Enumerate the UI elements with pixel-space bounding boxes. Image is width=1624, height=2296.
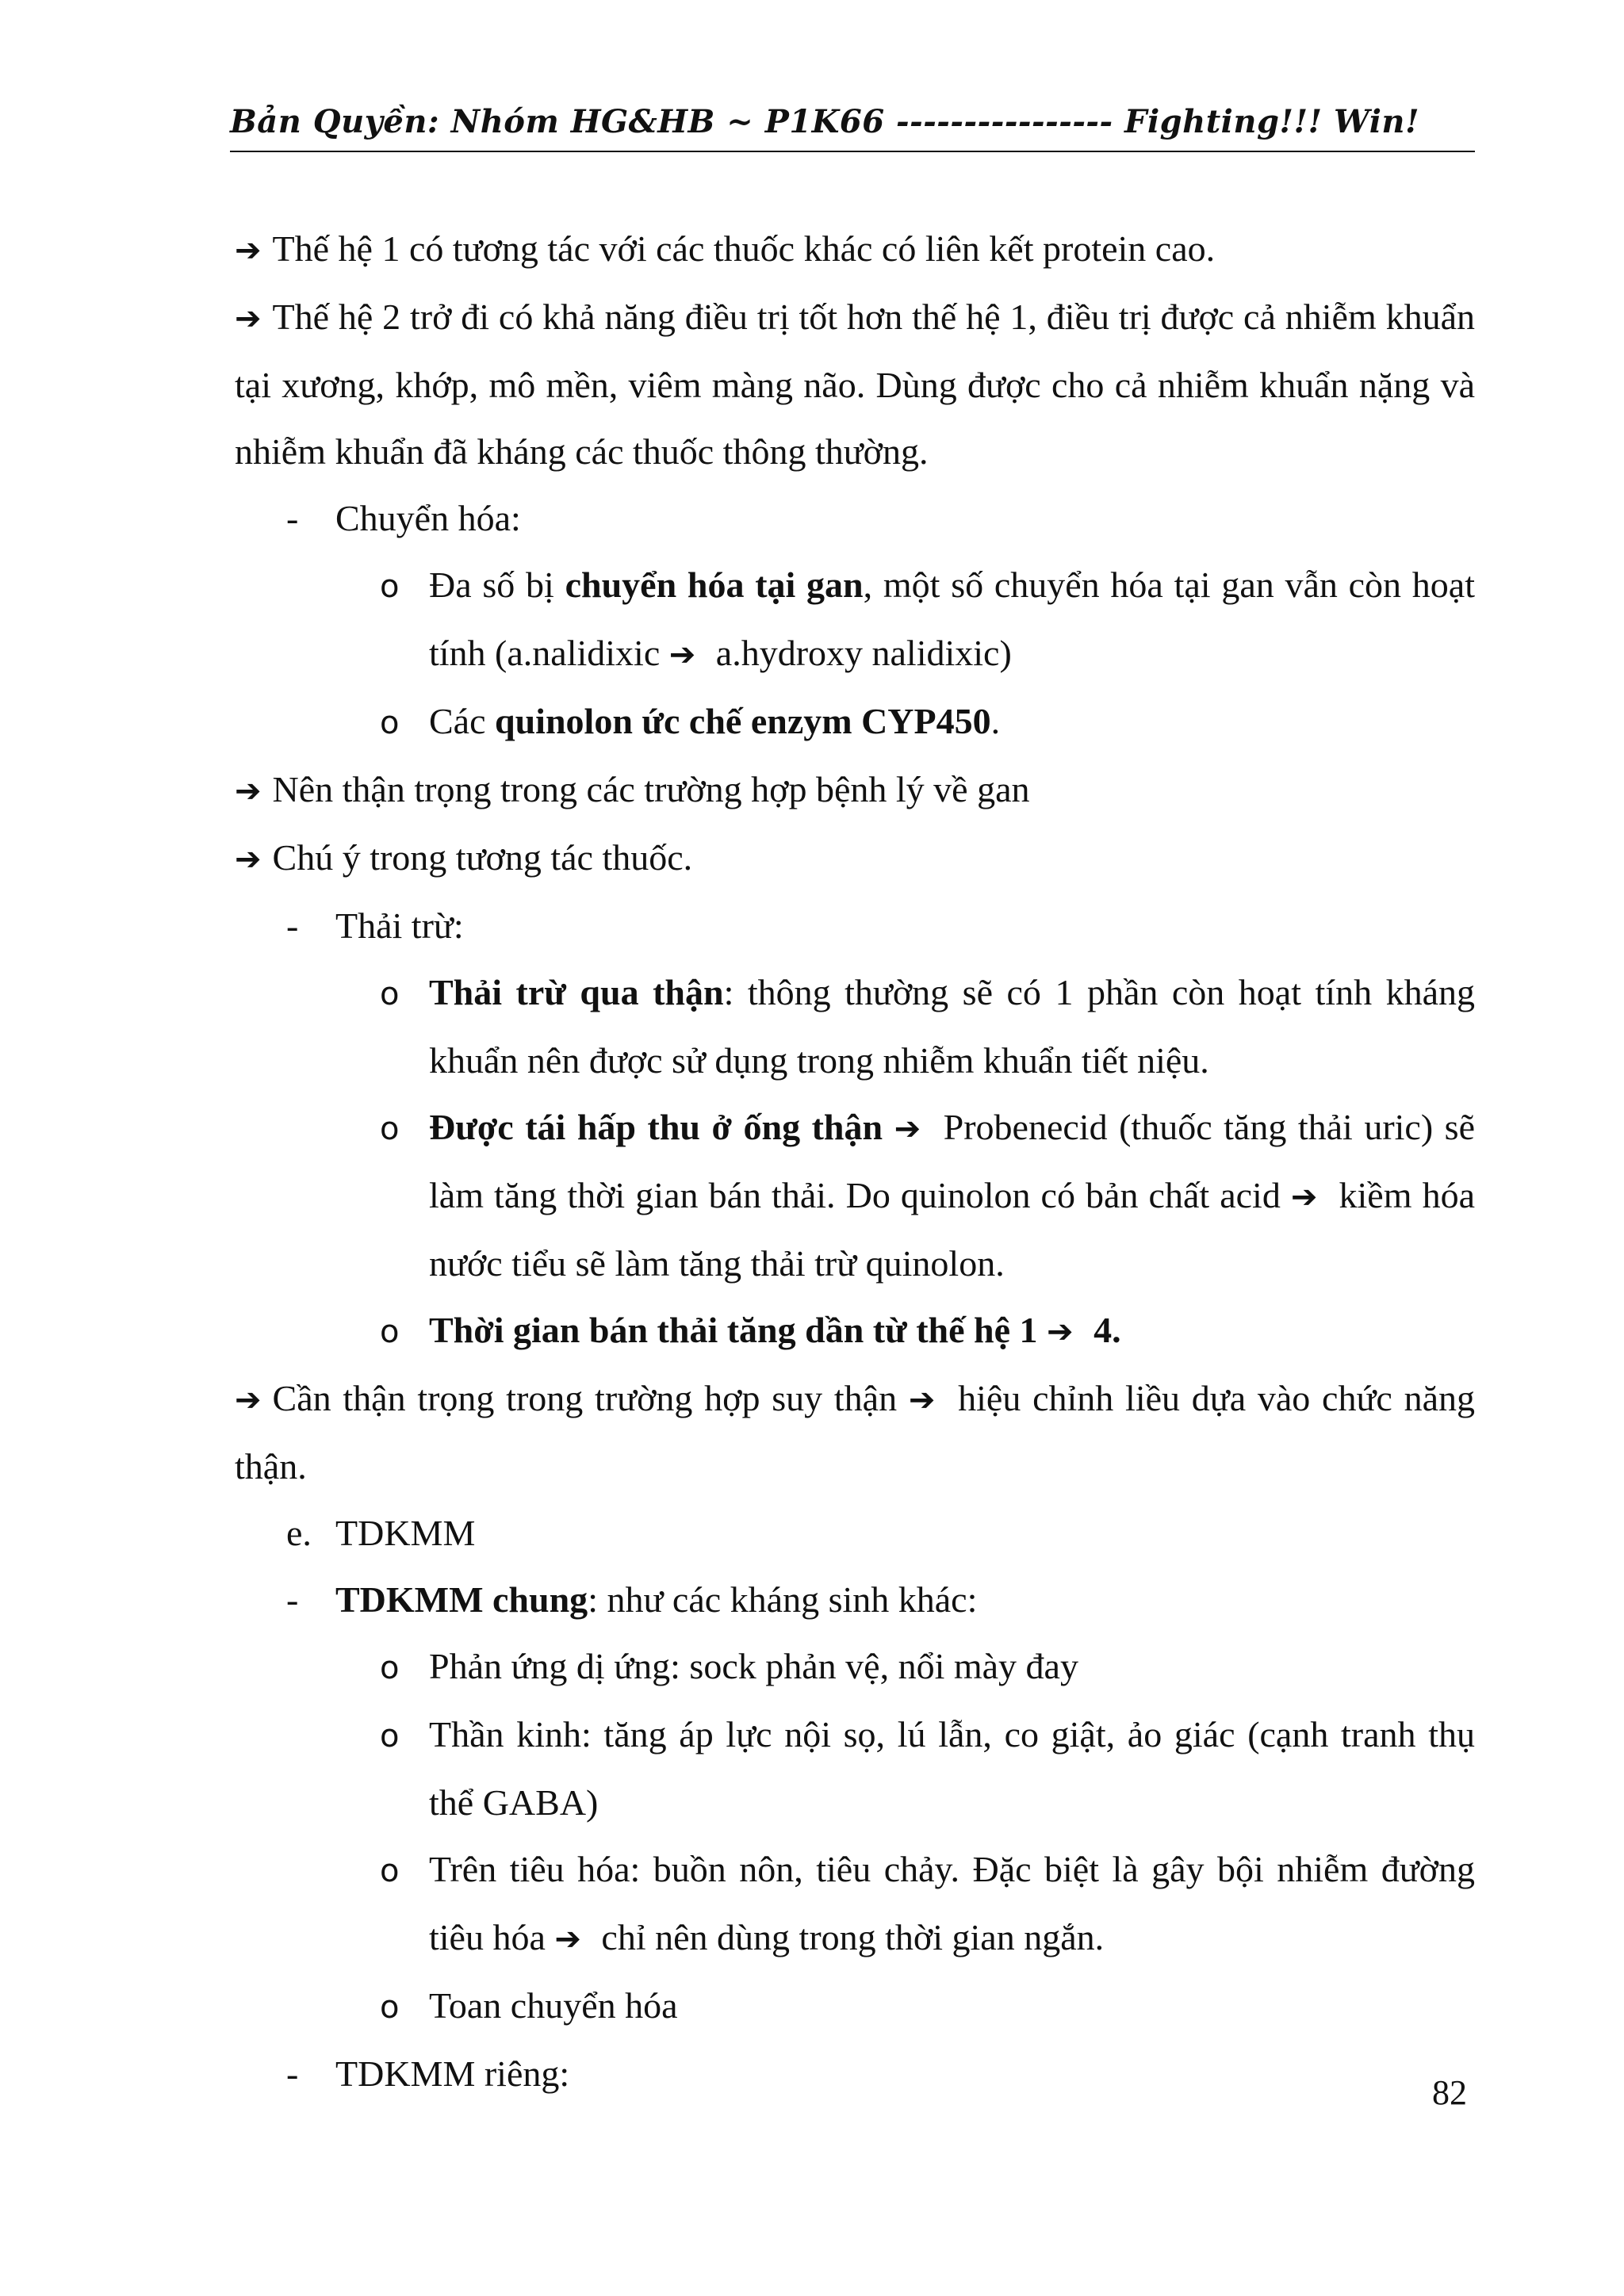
list-item: o Thời gian bán thải tăng dần từ thế hệ 1 ➔ 4. — [235, 1297, 1475, 1365]
right-arrow-icon: ➔ — [1047, 1314, 1074, 1350]
list-item: o Thải trừ qua thận: thông thường sẽ có 1 phần còn hoạt tính kháng khuẩn nên được sử dụng trong nhiễm khuẩn tiết niệu. — [235, 959, 1475, 1094]
dash-bullet: - — [286, 498, 299, 538]
circle-bullet-icon: o — [380, 1853, 400, 1889]
list-item: o Các quinolon ức chế enzym CYP450. — [235, 688, 1475, 756]
right-arrow-icon: ➔ — [1290, 1179, 1318, 1215]
list-item: o Được tái hấp thu ở ống thận ➔ Probenecid (thuốc tăng thải uric) sẽ làm tăng thời gian bán thải. Do quinolon có bản chất acid ➔ kiềm hóa nước tiểu sẽ làm tăng thải trừ quinolon. — [235, 1094, 1475, 1297]
circle-bullet-icon: o — [380, 1650, 400, 1686]
list-item: - Thải trừ: — [235, 893, 1475, 959]
right-arrow-icon: ➔ — [235, 300, 262, 337]
section-heading: e. TDKMM — [286, 1513, 476, 1553]
circle-bullet-icon: o — [380, 1718, 400, 1755]
list-item: o Trên tiêu hóa: buồn nôn, tiêu chảy. Đặc biệt là gây bội nhiễm đường tiêu hóa ➔ chỉ nên dùng trong thời gian ngắn. — [235, 1836, 1475, 1973]
page-header: Bản Quyền: Nhóm HG&HB ~ P1K66 ---------------- Fighting!!! Win! — [230, 103, 1420, 140]
right-arrow-icon: ➔ — [235, 841, 262, 878]
list-item: o Toan chuyển hóa — [235, 1973, 1475, 2041]
right-arrow-icon: ➔ — [235, 1382, 262, 1418]
circle-bullet-icon: o — [380, 568, 400, 605]
circle-bullet-icon: o — [380, 1314, 400, 1350]
document-body — [235, 216, 1475, 2107]
list-item: o Thần kinh: tăng áp lực nội sọ, lú lẫn, co giật, ảo giác (cạnh tranh thụ thể GABA) — [235, 1701, 1475, 1836]
right-arrow-icon: ➔ — [908, 1382, 936, 1418]
right-arrow-icon: ➔ — [235, 232, 262, 269]
paragraph: ➔ Chú ý trong tương tác thuốc. — [235, 837, 693, 878]
dash-bullet: - — [286, 2053, 299, 2094]
circle-bullet-icon: o — [380, 976, 400, 1012]
right-arrow-icon: ➔ — [668, 637, 696, 673]
list-item: - TDKMM riêng: — [235, 2041, 1475, 2107]
header-underline — [230, 151, 1475, 152]
paragraph: ➔ Thế hệ 1 có tương tác với các thuốc khác có liên kết protein cao. — [235, 228, 1216, 269]
right-arrow-icon: ➔ — [554, 1921, 581, 1957]
list-item: - TDKMM chung: như các kháng sinh khác: — [235, 1567, 1475, 1633]
paragraph: ➔ Cần thận trọng trong trường hợp suy thận ➔ hiệu chỉnh liều dựa vào chức năng thận. — [235, 1378, 1475, 1487]
list-item: - Chuyển hóa: — [235, 485, 1475, 552]
dash-bullet: - — [286, 905, 299, 946]
circle-bullet-icon: o — [380, 705, 400, 741]
dash-bullet: - — [286, 1579, 299, 1620]
list-item: o Phản ứng dị ứng: sock phản vệ, nổi mày đay — [235, 1633, 1475, 1701]
page-number: 82 — [1432, 2073, 1467, 2112]
paragraph: ➔ Thế hệ 2 trở đi có khả năng điều trị tốt hơn thế hệ 1, điều trị được cả nhiễm khuẩn tại xương, khớp, mô mền, viêm màng não. Dùng được cho cả nhiễm khuẩn nặng và nhiễm khuẩn đã kháng các thuốc thông thường. — [235, 297, 1475, 472]
paragraph: ➔ Nên thận trọng trong các trường hợp bệnh lý về gan — [235, 769, 1030, 809]
right-arrow-icon: ➔ — [894, 1111, 921, 1147]
circle-bullet-icon: o — [380, 1111, 400, 1147]
right-arrow-icon: ➔ — [235, 773, 262, 809]
circle-bullet-icon: o — [380, 1989, 400, 2026]
list-item: o Đa số bị chuyển hóa tại gan, một số chuyển hóa tại gan vẫn còn hoạt tính (a.nalidixic ➔ a.hydroxy nalidixic) — [235, 552, 1475, 688]
